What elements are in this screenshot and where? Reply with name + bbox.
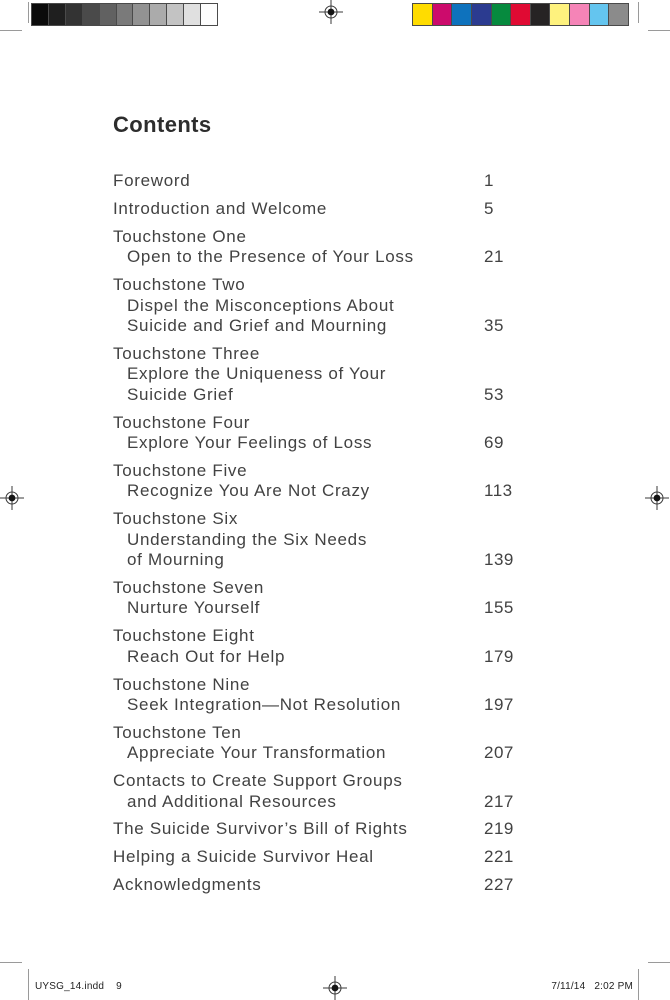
- toc-entry-subtitle: Seek Integration—Not Resolution: [127, 694, 402, 714]
- toc-page-number: 21: [484, 247, 504, 267]
- toc-page-number: 221: [484, 847, 514, 867]
- table-of-contents: [113, 112, 563, 903]
- toc-page-number: 219: [484, 819, 514, 839]
- toc-entry-subtitle: Suicide and Grief and Mourning: [127, 315, 388, 335]
- toc-entry-subtitle: Suicide Grief: [127, 384, 234, 404]
- toc-entry-subtitle: Dispel the Misconceptions About: [127, 295, 395, 315]
- crop-mark: [28, 2, 29, 23]
- toc-entry: [113, 171, 563, 191]
- toc-page-number: 179: [484, 646, 514, 666]
- toc-page-number: 1: [484, 171, 494, 190]
- toc-entry-title: Touchstone Two: [113, 275, 246, 295]
- crop-mark: [638, 2, 639, 23]
- toc-entry: [113, 275, 563, 336]
- toc-entry-subtitle: Open to the Presence of Your Loss: [127, 247, 414, 267]
- registration-mark-top: [319, 0, 343, 24]
- filename-text: UYSG_14.indd: [35, 981, 105, 992]
- toc-page-number: 207: [484, 743, 514, 763]
- date-text: 7/11/14: [551, 981, 586, 992]
- toc-page-number: 69: [484, 432, 504, 452]
- toc-entry: [113, 819, 563, 839]
- toc-entry: [113, 675, 563, 716]
- slug-datetime: [551, 981, 633, 992]
- toc-entry-title: Touchstone Ten: [113, 722, 242, 742]
- toc-entry: [113, 461, 563, 502]
- toc-entry-title: Touchstone Six: [113, 509, 239, 529]
- grayscale-patch: [66, 4, 83, 25]
- color-patch: [511, 4, 531, 25]
- toc-page-number: 217: [484, 791, 514, 811]
- toc-entry-subtitle: of Mourning: [127, 550, 225, 569]
- toc-entry-title: Contacts to Create Support Groups: [113, 771, 403, 791]
- toc-entry: [113, 771, 563, 812]
- toc-entry-title: Touchstone Eight: [113, 626, 255, 646]
- crop-mark: [0, 962, 22, 963]
- color-patch: [609, 4, 628, 25]
- toc-entry-title: Foreword: [113, 171, 191, 190]
- color-patch: [452, 4, 472, 25]
- color-patch: [472, 4, 492, 25]
- toc-page-number: 53: [484, 384, 504, 404]
- grayscale-patch: [184, 4, 201, 25]
- crop-mark: [648, 30, 670, 31]
- toc-entry: [113, 509, 563, 570]
- grayscale-patch: [32, 4, 49, 25]
- toc-entry-subtitle: Understanding the Six Needs: [127, 529, 368, 549]
- color-patch: [413, 4, 433, 25]
- toc-entry-subtitle: and Additional Resources: [127, 791, 337, 811]
- grayscale-patch: [100, 4, 117, 25]
- grayscale-patch: [133, 4, 150, 25]
- toc-entry-subtitle: Appreciate Your Transformation: [127, 743, 387, 763]
- crop-mark: [28, 969, 29, 1000]
- grayscale-patch: [201, 4, 217, 25]
- slug-page-number: 9: [116, 981, 122, 992]
- grayscale-patch: [150, 4, 167, 25]
- color-calibration-bar: [412, 3, 629, 26]
- registration-mark-bottom: [323, 976, 347, 1000]
- toc-entry-title: Introduction and Welcome: [113, 198, 327, 218]
- toc-entry: [113, 227, 563, 268]
- toc-entry-title: Touchstone Five: [113, 460, 248, 480]
- toc-entry: [113, 626, 563, 667]
- grayscale-patch: [117, 4, 134, 25]
- toc-entry-subtitle: Explore the Uniqueness of Your: [127, 364, 387, 384]
- grayscale-patch: [49, 4, 66, 25]
- color-patch: [570, 4, 590, 25]
- toc-entry-title: Acknowledgments: [113, 875, 262, 895]
- grayscale-patch: [167, 4, 184, 25]
- toc-page-number: 197: [484, 694, 514, 714]
- toc-entry: [113, 875, 563, 895]
- toc-page-number: 35: [484, 315, 504, 335]
- toc-entry: [113, 578, 563, 619]
- toc-entry-title: Touchstone One: [113, 226, 247, 246]
- color-patch: [531, 4, 551, 25]
- toc-page-number: 139: [484, 550, 514, 569]
- toc-page-number: 227: [484, 875, 514, 895]
- toc-entry-title: Helping a Suicide Survivor Heal: [113, 847, 374, 867]
- crop-mark: [638, 969, 639, 1000]
- toc-entry: [113, 723, 563, 764]
- crop-mark: [0, 30, 22, 31]
- grayscale-calibration-bar: [31, 3, 218, 26]
- registration-mark-left: [0, 486, 24, 510]
- toc-entry-subtitle: Nurture Yourself: [127, 598, 261, 618]
- toc-page-number: 155: [484, 598, 514, 618]
- color-patch: [550, 4, 570, 25]
- toc-entry-title: Touchstone Four: [113, 412, 251, 432]
- slug-file-info: [35, 981, 122, 992]
- page-title: Contents: [113, 112, 212, 137]
- color-patch: [492, 4, 512, 25]
- toc-page-number: 113: [484, 481, 513, 501]
- toc-entry-title: The Suicide Survivor’s Bill of Rights: [113, 819, 408, 839]
- registration-mark-right: [645, 486, 669, 510]
- color-patch: [590, 4, 610, 25]
- toc-entry-subtitle: Explore Your Feelings of Loss: [127, 432, 373, 452]
- crop-mark: [648, 962, 670, 963]
- toc-page-number: 5: [484, 198, 494, 218]
- grayscale-patch: [83, 4, 100, 25]
- color-patch: [433, 4, 453, 25]
- time-text: 2:02 PM: [594, 981, 633, 992]
- toc-entry: [113, 199, 563, 219]
- toc-entry-title: Touchstone Nine: [113, 674, 251, 694]
- toc-entry-subtitle: Reach Out for Help: [127, 646, 286, 666]
- toc-entry-subtitle: Recognize You Are Not Crazy: [127, 481, 370, 501]
- toc-entry: [113, 413, 563, 454]
- toc-entry-title: Touchstone Seven: [113, 577, 265, 597]
- toc-entry: [113, 344, 563, 405]
- toc-entry-title: Touchstone Three: [113, 343, 260, 363]
- toc-entry: [113, 847, 563, 867]
